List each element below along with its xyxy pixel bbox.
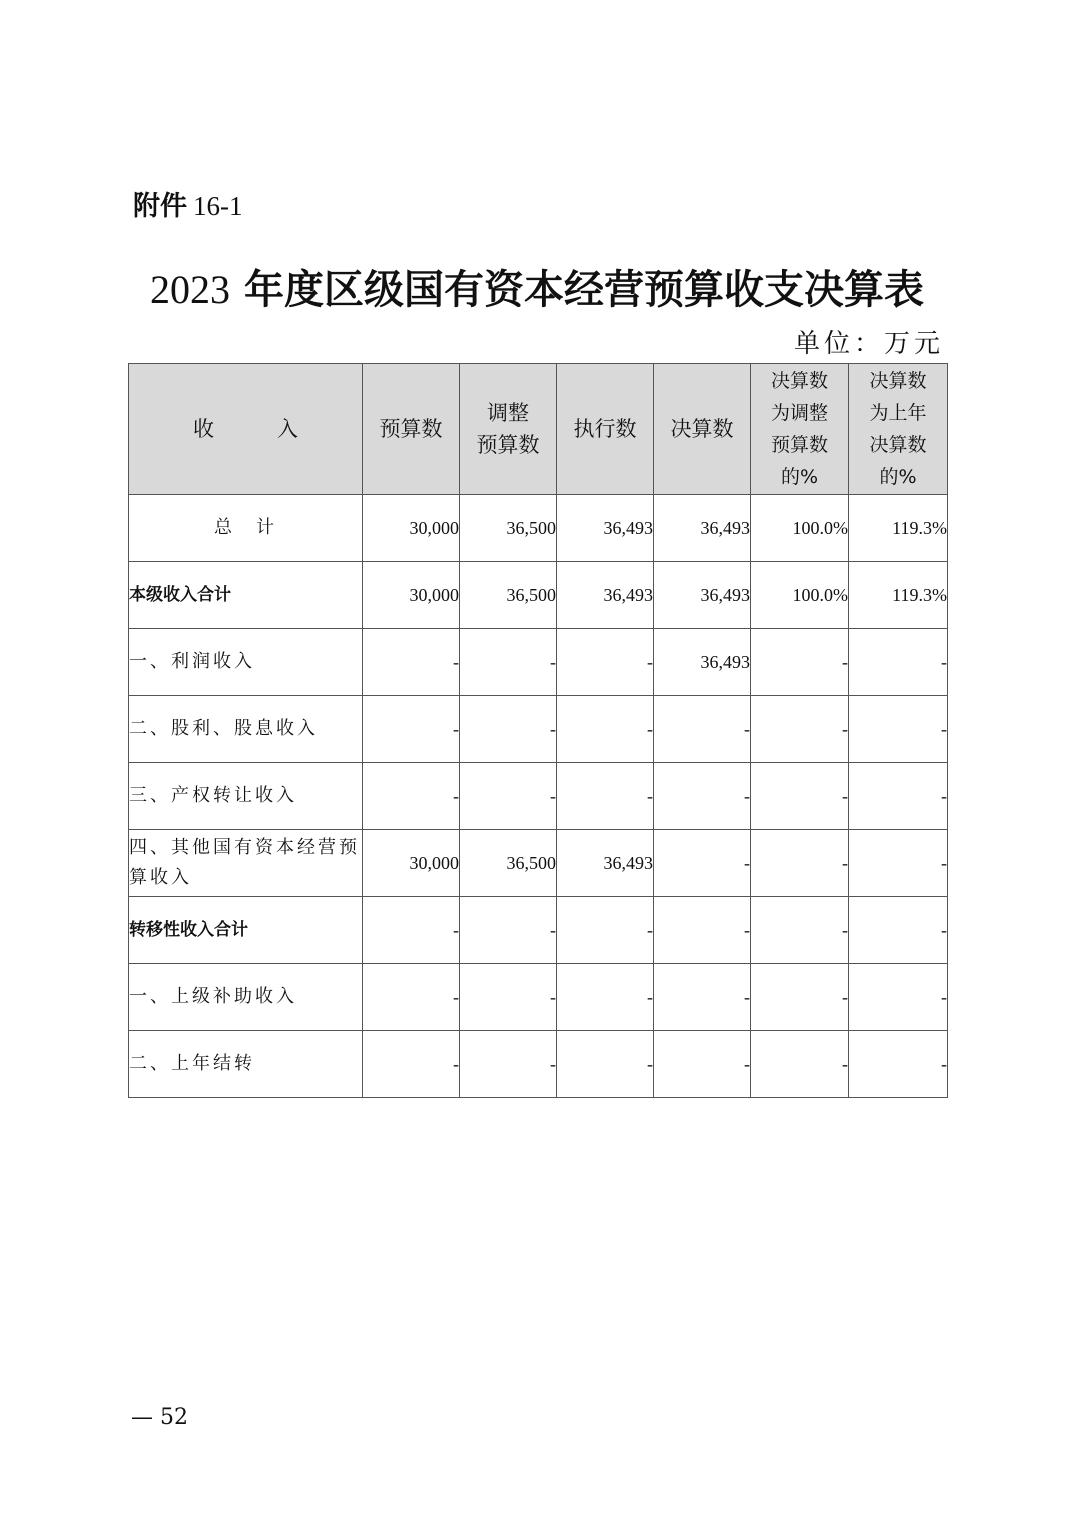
page-title [0, 262, 1074, 318]
cell-budget: - [363, 964, 460, 1031]
table-row [129, 1031, 948, 1098]
attachment-label [133, 186, 243, 227]
cell-executed: - [557, 763, 654, 830]
cell-adjusted: - [460, 629, 557, 696]
header-pct-prior [849, 364, 948, 495]
row-label: 四、其他国有资本经营预算收入 [129, 830, 363, 897]
table-header-row [129, 364, 948, 495]
header-pct-adjusted-line: 的% [780, 466, 819, 488]
cell-final: - [654, 763, 751, 830]
cell-pct-prior: - [849, 830, 948, 897]
header-adjusted-line-2: 预算数 [476, 433, 540, 457]
cell-adjusted: - [460, 1031, 557, 1098]
cell-final: - [654, 830, 751, 897]
header-pct-prior-line: 决算数 [869, 370, 927, 392]
header-pct-adjusted [751, 364, 849, 495]
cell-budget: - [363, 696, 460, 763]
page-number: — 52 [131, 1405, 188, 1430]
cell-executed: 36,493 [557, 562, 654, 629]
row-label: 一、上级补助收入 [129, 964, 363, 1031]
cell-pct-adjusted: 100.0% [751, 495, 849, 562]
table-row [129, 562, 948, 629]
cell-pct-adjusted: - [751, 1031, 849, 1098]
header-executed: 执行数 [557, 364, 654, 495]
title-text: 年度区级国有资本经营预算收支决算表 [243, 266, 924, 313]
cell-budget: 30,000 [363, 562, 460, 629]
header-final: 决算数 [654, 364, 751, 495]
header-pct-prior-line: 为上年 [869, 402, 927, 424]
budget-table [128, 363, 948, 1098]
cell-adjusted: 36,500 [460, 830, 557, 897]
row-label: 本级收入合计 [129, 562, 363, 629]
header-pct-prior-line: 决算数 [869, 434, 927, 456]
cell-executed: - [557, 1031, 654, 1098]
cell-pct-adjusted: - [751, 696, 849, 763]
cell-pct-prior: 119.3% [849, 495, 948, 562]
table-row [129, 897, 948, 964]
row-label: 总 计 [129, 495, 363, 562]
table-row [129, 964, 948, 1031]
cell-pct-prior: - [849, 696, 948, 763]
cell-final: - [654, 897, 751, 964]
header-adjusted-budget [460, 364, 557, 495]
cell-pct-adjusted: - [751, 964, 849, 1031]
cell-final: - [654, 1031, 751, 1098]
table-row [129, 629, 948, 696]
cell-final: 36,493 [654, 495, 751, 562]
cell-budget: 30,000 [363, 830, 460, 897]
title-year: 2023 [150, 267, 231, 312]
row-label: 转移性收入合计 [129, 897, 363, 964]
cell-adjusted: 36,500 [460, 495, 557, 562]
cell-executed: 36,493 [557, 830, 654, 897]
cell-pct-adjusted: - [751, 897, 849, 964]
header-adjusted-line-1: 调整 [487, 401, 529, 425]
cell-pct-prior: - [849, 897, 948, 964]
table-row [129, 696, 948, 763]
cell-final: 36,493 [654, 629, 751, 696]
cell-executed: - [557, 629, 654, 696]
cell-pct-prior: - [849, 629, 948, 696]
cell-executed: - [557, 964, 654, 1031]
cell-budget: - [363, 763, 460, 830]
cell-adjusted: - [460, 763, 557, 830]
cell-pct-adjusted: - [751, 830, 849, 897]
header-pct-adjusted-line: 预算数 [770, 434, 828, 456]
cell-budget: - [363, 897, 460, 964]
cell-pct-adjusted: 100.0% [751, 562, 849, 629]
cell-adjusted: - [460, 696, 557, 763]
cell-pct-prior: - [849, 1031, 948, 1098]
row-label: 一、利润收入 [129, 629, 363, 696]
cell-pct-adjusted: - [751, 763, 849, 830]
cell-adjusted: 36,500 [460, 562, 557, 629]
table-row [129, 830, 948, 897]
cell-executed: - [557, 897, 654, 964]
header-pct-adjusted-line: 为调整 [770, 402, 828, 424]
cell-final: - [654, 964, 751, 1031]
cell-pct-prior: 119.3% [849, 562, 948, 629]
cell-executed: - [557, 696, 654, 763]
cell-pct-adjusted: - [751, 629, 849, 696]
cell-budget: - [363, 1031, 460, 1098]
row-label: 二、上年结转 [129, 1031, 363, 1098]
cell-executed: 36,493 [557, 495, 654, 562]
header-category: 收 入 [129, 364, 363, 495]
cell-budget: 30,000 [363, 495, 460, 562]
header-pct-prior-line: 的% [879, 466, 917, 488]
attachment-prefix: 附件 [133, 191, 187, 222]
unit-label: 单位：万元 [793, 329, 944, 359]
cell-final: 36,493 [654, 562, 751, 629]
cell-pct-prior: - [849, 964, 948, 1031]
cell-budget: - [363, 629, 460, 696]
cell-adjusted: - [460, 964, 557, 1031]
header-pct-adjusted-line: 决算数 [770, 370, 828, 392]
cell-final: - [654, 696, 751, 763]
header-budget: 预算数 [363, 364, 460, 495]
table-row [129, 495, 948, 562]
cell-adjusted: - [460, 897, 557, 964]
table-row [129, 763, 948, 830]
cell-pct-prior: - [849, 763, 948, 830]
row-label: 三、产权转让收入 [129, 763, 363, 830]
attachment-number: 16-1 [193, 191, 243, 221]
row-label: 二、股利、股息收入 [129, 696, 363, 763]
